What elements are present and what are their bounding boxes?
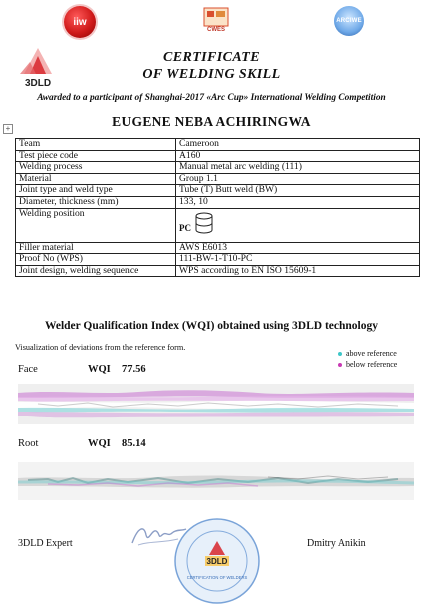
- certificate-title-line1: CERTIFICATE: [163, 50, 260, 65]
- legend-below-swatch: [338, 363, 342, 367]
- face-wqi-label: WQI: [88, 364, 111, 375]
- table-key: Proof No (WPS): [16, 254, 176, 266]
- table-row: [16, 185, 420, 197]
- table-key: Welding process: [16, 162, 176, 174]
- 3dld-logo-text: 3DLD: [24, 78, 52, 89]
- table-key: Joint type and weld type: [16, 185, 176, 197]
- legend-below-label: below reference: [346, 360, 398, 369]
- stamp-center-text: 3DLD: [206, 557, 228, 566]
- table-key: Filler material: [16, 242, 176, 254]
- table-value: AWS E6013: [176, 242, 420, 254]
- table-row: [16, 150, 420, 162]
- face-label: Face: [18, 364, 38, 375]
- table-value: WPS according to EN ISO 15609-1: [176, 265, 420, 277]
- table-key: Joint design, welding sequence: [16, 265, 176, 277]
- arc-cup-logo: [334, 6, 364, 36]
- 3dld-stamp: [171, 515, 263, 607]
- cwe-logo-text: CWES: [207, 27, 225, 32]
- visualization-caption: Visualization of deviations from the reference form.: [15, 343, 186, 352]
- certificate-title-line2: OF WELDING SKILL: [142, 67, 281, 82]
- iiw-logo-text: iiw: [73, 16, 87, 28]
- table-value: 111-BW-1-T10-PC: [176, 254, 420, 266]
- award-line: Awarded to a participant of Shanghai-2017 «Arc Cup» International Welding Competition: [37, 93, 386, 103]
- cwe-logo: [202, 6, 230, 32]
- legend-above-label: above reference: [346, 349, 397, 358]
- pipe-position-icon: [193, 211, 215, 239]
- table-key: Test piece code: [16, 150, 176, 162]
- table-row: [16, 196, 420, 208]
- face-wqi-value: 77.56: [122, 364, 146, 375]
- table-row: [16, 265, 420, 277]
- welding-info-table: [15, 138, 420, 277]
- legend-below: [338, 360, 397, 369]
- table-key: Material: [16, 173, 176, 185]
- legend-above: [338, 349, 397, 358]
- wqi-heading: Welder Qualification Index (WQI) obtained using 3DLD technology: [44, 320, 378, 332]
- table-row: [16, 208, 420, 242]
- expert-name: Dmitry Anikin: [307, 538, 366, 549]
- table-value: Tube (T) Butt weld (BW): [176, 185, 420, 197]
- table-row: [16, 242, 420, 254]
- iiw-logo: [64, 6, 96, 38]
- legend-above-swatch: [338, 352, 342, 356]
- table-row: [16, 254, 420, 266]
- table-value: A160: [176, 150, 420, 162]
- table-row: [16, 139, 420, 151]
- root-wqi-label: WQI: [88, 438, 111, 449]
- root-wqi-value: 85.14: [122, 438, 146, 449]
- table-value: Group 1.1: [176, 173, 420, 185]
- table-key: Diameter, thickness (mm): [16, 196, 176, 208]
- face-weld-bead-image: [18, 384, 414, 424]
- participant-name: EUGENE NEBA ACHIRINGWA: [112, 114, 311, 129]
- table-move-handle-icon[interactable]: +: [3, 124, 13, 134]
- table-value: Manual metal arc welding (111): [176, 162, 420, 174]
- table-key: Welding position: [16, 208, 176, 242]
- stamp-ring-text: CERTIFICATION OF WELDERS: [186, 575, 248, 580]
- root-weld-bead-image: [18, 462, 414, 500]
- root-label: Root: [18, 438, 39, 449]
- expert-label: 3DLD Expert: [18, 538, 73, 549]
- welding-position-cell: [176, 208, 420, 242]
- welding-position-value: PC: [179, 223, 191, 234]
- table-row: [16, 173, 420, 185]
- arc-logo-text: ARCIWE: [336, 18, 362, 24]
- table-row: [16, 162, 420, 174]
- table-value: Cameroon: [176, 139, 420, 151]
- table-value: 133, 10: [176, 196, 420, 208]
- table-key: Team: [16, 139, 176, 151]
